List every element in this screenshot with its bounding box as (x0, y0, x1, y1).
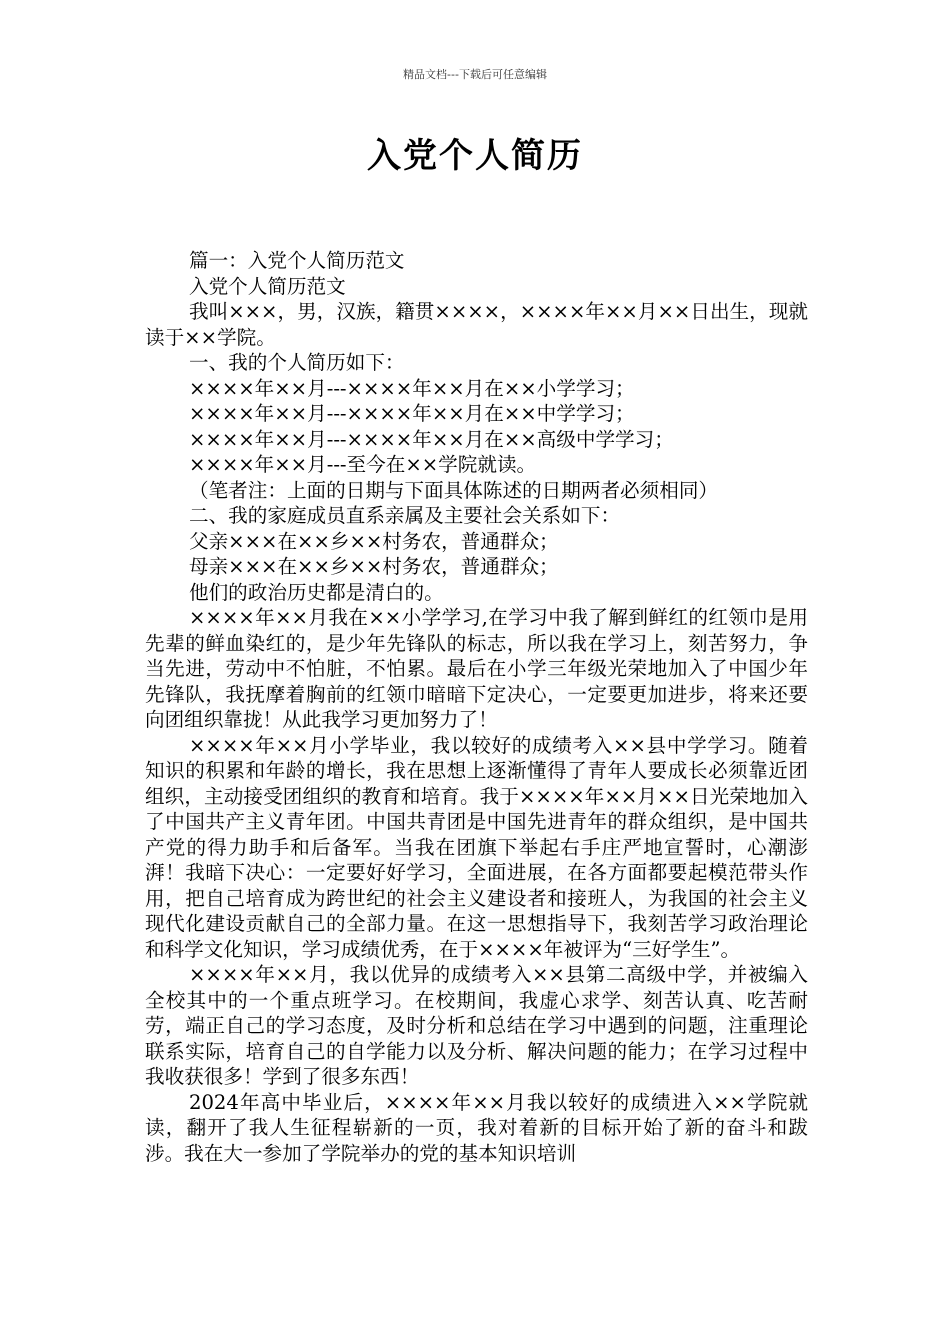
note: （笔者注：上面的日期与下面具体陈述的日期两者必须相同） (189, 478, 719, 502)
paragraph: ××××年××月小学毕业，我以较好的成绩考入××县中学学习。随着知识的积累和年龄的增长，我在思想上逐渐懂得了青年人要成长必须靠近团组织，主动接受团组织的教育和培育。我于××××年××月××日光荣地加入了中国共产主义青年团。中国共青团是中国先进青年的群众组织，是中国共产党的得力助手和后备军。当我在团旗下举起右手庄严地宣誓时，心潮澎湃！我暗下决心：一定要好好学习，全面进展，在各方面都要起模范带头作用，把自己培育成为跨世纪的社会主义建设者和接班人，为我国的社会主义现代化建设贡献自己的全部力量。在这一思想指导下，我刻苦学习政治理论和科学文化知识，学习成绩优秀，在于××××年被评为“三好学生”。 (145, 733, 808, 961)
list-heading: 一、我的个人简历如下： (189, 351, 405, 374)
list-heading: 二、我的家庭成员直系亲属及主要社会关系如下： (189, 504, 621, 527)
document-body (145, 248, 808, 1166)
paragraph: 我叫×××，男，汉族，籍贯××××，××××年××月××日出生，现就读于××学院。 (145, 300, 808, 349)
paragraph: ××××年××月我在××小学学习,在学习中我了解到鲜红的红领巾是用先辈的鲜血染红的，是少年先锋队的标志，所以我在学习上，刻苦努力，争当先进，劳动中不怕脏，不怕累。最后在小学三年级光荣地加入了中国少年先锋队，我抚摩着胸前的红领巾暗暗下定决心，一定要更加进步，将来还要向团组织靠拢！从此我学习更加努力了！ (145, 606, 808, 731)
list-item: ××××年××月---××××年××月在××高级中学学习； (189, 427, 674, 451)
header-note: 精品文档---下载后可任意编辑 (403, 68, 547, 81)
subheading: 入党个人简历范文 (189, 274, 346, 298)
list-item: ××××年××月---××××年××月在××小学学习； (189, 376, 635, 400)
list-item: ××××年××月---至今在××学院就读。 (189, 453, 537, 476)
page-title: 入党个人简历 (367, 136, 583, 176)
paragraph: 他们的政治历史都是清白的。 (189, 580, 444, 604)
list-item: 父亲×××在××乡××村务农，普通群众； (189, 529, 559, 553)
section-heading: 篇一：入党个人简历范文 (189, 249, 405, 272)
paragraph: 2024年高中毕业后，××××年××月我以较好的成绩进入××学院就读，翻开了我人生征程崭新的一页，我对着新的目标开始了新的奋斗和跋涉。我在大一参加了学院举办的党的基本知识培训 (145, 1090, 808, 1165)
list-item: 母亲×××在××乡××村务农，普通群众； (189, 555, 559, 578)
list-item: ××××年××月---××××年××月在××中学学习； (189, 402, 635, 425)
paragraph: ××××年××月，我以优异的成绩考入××县第二高级中学，并被编入全校其中的一个重点班学习。在校期间，我虚心求学、刻苦认真、吃苦耐劳，端正自己的学习态度，及时分析和总结在学习中遇到的问题，注重理论联系实际，培育自己的自学能力以及分析、解决问题的能力；在学习过程中我收获很多！学到了很多东西！ (145, 963, 808, 1088)
